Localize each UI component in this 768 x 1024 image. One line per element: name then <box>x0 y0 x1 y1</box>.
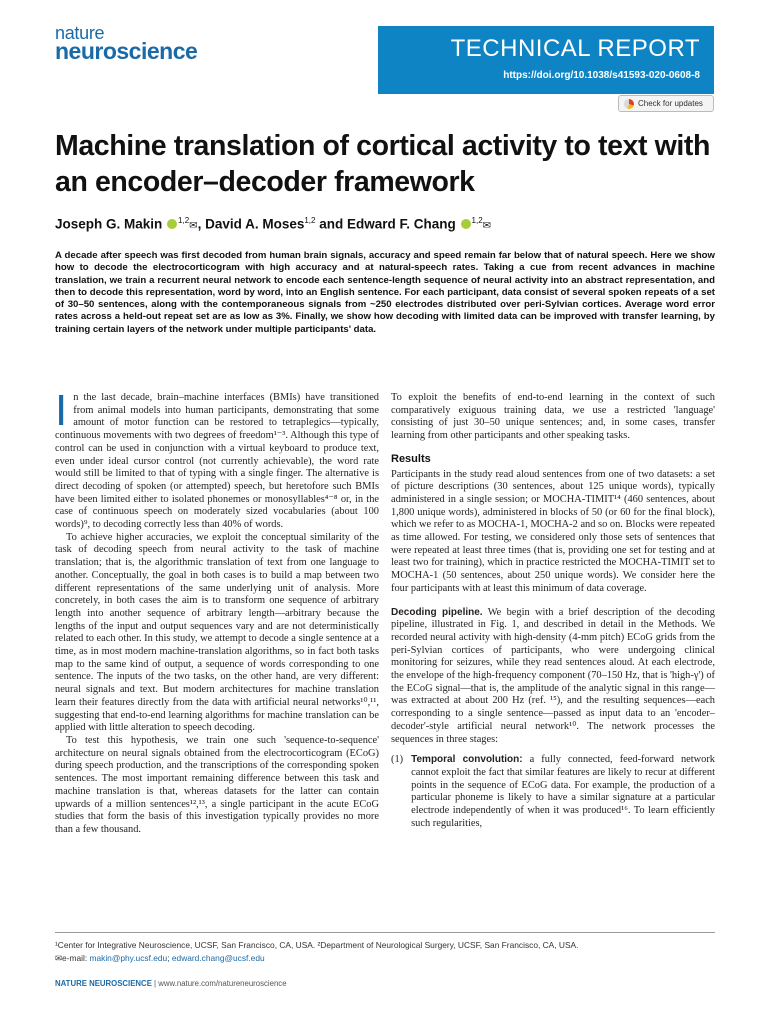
body-paragraph: To test this hypothesis, we train one such 'sequence-to-sequence' architecture on neural signals obtained from the electrocorticogram (ECoG) during speech production, and the transcriptions of the corresponding spoken sentences. The most important remaining difference between this task and machine translation is that, whereas datasets for the latter can contain upwards of a million sentences¹²,¹³, a single participant in the acute ECoG studies that form the basis of this investigation typically provides no more than a few thousand. <box>55 734 379 835</box>
body-paragraph: Participants in the study read aloud sentences from one of two datasets: a set of picture descriptions (30 sentences, about 125 unique words), typically administered in a single session; or MOCHA-TIMIT¹⁴ (460 sentences, about 1,800 unique words), administered in blocks of 50 (or 60 for the final block), which we refer to as MOCHA-1, MOCHA-2 and so on. Blocks were repeated as time allowed. For testing, we considered only those sets of sentences that were repeated at least three times (that is, providing one set for testing and at least two for training), which in practice restricted the MOCHA-TIMIT set to MOCHA-1 (50 sentences, about 250 unique words). We consider here the four participants with at least this minimum of data coverage. <box>391 468 715 594</box>
article-type-banner <box>378 26 714 94</box>
body-paragraph: To achieve higher accuracies, we exploit the conceptual similarity of the task of decoding speech from neural activity to the task of machine translation; that is, the algorithmic translation of text from one language to another. Conceptually, the goal in both cases is to build a map between two different representations of the same underlying unit of analysis. More concretely, in both cases the aim is to transform one sequence of arbitrary length into another sequence of arbitrary length—arbitrary because the lengths of the input and output sequences vary and are not deterministically related to each other. In this study, we attempt to decode a single sentence at a time, as in most modern machine-translation algorithms, so in fact both tasks map to the same kind of output, a sequence of words corresponding to one sentence. The inputs of the two tasks, on the other hand, are very different: neural signals and text. But modern architectures for machine translation learn their features directly from the data with artificial neural networks¹⁰,¹¹, suggesting that end-to-end learning algorithms for machine translation can be applied with little alteration to speech decoding. <box>55 531 379 734</box>
affiliations-footnote: ¹Center for Integrative Neuroscience, UCSF, San Francisco, CA, USA. ²Department of Neurological Surgery, UCSF, San Francisco, CA, USA. <box>55 940 579 950</box>
email-link[interactable]: makin@phy.ucsf.edu <box>89 953 168 963</box>
author-separator: , <box>197 216 206 232</box>
journal-logo[interactable] <box>55 24 197 63</box>
section-heading: Results <box>391 452 431 465</box>
body-paragraph <box>391 607 715 747</box>
page-footer <box>55 979 287 988</box>
orcid-icon[interactable] <box>167 219 177 229</box>
orcid-icon[interactable] <box>461 219 471 229</box>
email-label: e-mail: <box>62 953 90 963</box>
envelope-icon: ✉ <box>55 953 63 963</box>
abstract: A decade after speech was first decoded from human brain signals, accuracy and speed remain far below that of natural speech. Here we show how to decode the electrocorticogram with high accuracy and at natural-speech rates. Taking a cue from recent advances in machine translation, we train a recurrent neural network to encode each sentence-length sequence of neural activity into an abstract representation, and then to decode this representation, word by word, into an English sentence. For each participant, data consist of several spoken repeats of a set of 30–50 sentences, along with the contemporaneous signals from ~250 electrodes distributed over peri-Sylvian cortices. Average word error rates across a held-out repeat set are as low as 3%. Finally, we show how decoding with limited data can be improved with transfer learning, by training certain layers of the network under multiple participants' data. <box>55 250 715 335</box>
footer-url[interactable]: www.nature.com/natureneuroscience <box>158 979 287 988</box>
body-paragraph <box>55 386 379 532</box>
paragraph-text: We begin with a brief description of the decoding pipeline, illustrated in Fig. 1, and described in detail in the Methods. We recorded neural activity with high-density (4-mm pitch) ECoG grids from the peri-Sylvian cortices of participants, who were undergoing clinical monitoring for seizures, while they read sentences aloud. At each electrode, the envelope of the high-frequency component (70–150 Hz, that is 'high-γ') of the ECoG signal—that is, the amplitude of the analytic signal in this range—was extracted at about 200 Hz (ref. ¹⁵), and the resulting sequences—each corresponding to a single sentence—passed as input data to an 'encoder–decoder'-style artificial neural network¹⁰. The network processes the sequences in three stages: <box>391 606 716 745</box>
author-separator: and <box>315 216 347 232</box>
body-column-left <box>55 386 379 837</box>
journal-logo-line1: nature <box>55 23 105 43</box>
check-updates-button[interactable] <box>618 95 714 112</box>
paragraph-text: n the last decade, brain–machine interfaces (BMIs) have transitioned from animal models into human participants, demonstrating that some amount of motor function can be restored to tetraplegics—typically, continuous movements with two degrees of freedom¹⁻³. Although this type of control can be used in conjunction with a virtual keyboard to produce text, even under ideal cursor control (not currently achievable), the word rate would still be limited to that of typing with a single finger. The alternative is direct decoding of spoken (or attempted) speech, but heretofore such BMIs have been limited either to isolated phonemes or monosyllables⁴⁻⁸ or, in the case of continuous speech on moderately sized vocabularies (about 100 words)⁹, to decoding correctly less than 40% of words. <box>55 392 379 531</box>
run-in-heading: Temporal convolution: <box>411 754 523 766</box>
author-list <box>55 216 491 232</box>
envelope-icon[interactable]: ✉ <box>189 220 198 232</box>
journal-logo-line2: neuroscience <box>55 38 198 64</box>
article-title: Machine translation of cortical activity to text with an encoder–decoder framework <box>55 130 711 198</box>
author-name[interactable]: Edward F. Chang <box>347 216 456 232</box>
check-updates-label: Check for updates <box>638 99 703 108</box>
email-separator: ; <box>167 953 172 963</box>
list-item <box>391 754 715 830</box>
article-type: TECHNICAL REPORT <box>450 35 700 62</box>
author-affiliation: 1,2 <box>471 216 483 225</box>
author-affiliation: 1,2 <box>304 216 316 225</box>
doi-link[interactable]: https://doi.org/10.1038/s41593-020-0608-8 <box>503 70 700 81</box>
author-name[interactable]: David A. Moses <box>205 216 305 232</box>
footer-journal: NATURE NEUROSCIENCE <box>55 979 152 988</box>
envelope-icon[interactable]: ✉ <box>482 220 492 232</box>
paragraph-text: a fully connected, feed-forward network cannot exploit the fact that similar features are likely to recur at different points in the sequence of ECoG data. For example, the production of a particular phoneme is likely to have a similar signature at a particular electrode independently of when it was produced¹⁶. To learn efficiently such regularities, <box>411 754 715 829</box>
body-column-right <box>391 392 715 831</box>
email-link[interactable]: edward.chang@ucsf.edu <box>171 953 265 963</box>
footnote-divider <box>55 932 715 933</box>
list-item-text <box>411 754 715 830</box>
run-in-heading: Decoding pipeline. <box>391 606 483 618</box>
body-paragraph: To exploit the benefits of end-to-end learning in the context of such comparatively exiguous training data, we use a restricted 'language' consisting of just 30–50 unique sentences; and, in some cases, transfer learning from other participants and other speaking tasks. <box>391 392 715 442</box>
author-affiliation: 1,2 <box>178 216 190 225</box>
drop-cap: I <box>55 386 68 435</box>
list-number: (1) <box>391 754 404 766</box>
email-footnote <box>55 953 715 963</box>
crossmark-icon <box>624 99 634 109</box>
footer-separator: | <box>151 979 159 988</box>
author-name[interactable]: Joseph G. Makin <box>55 216 163 232</box>
